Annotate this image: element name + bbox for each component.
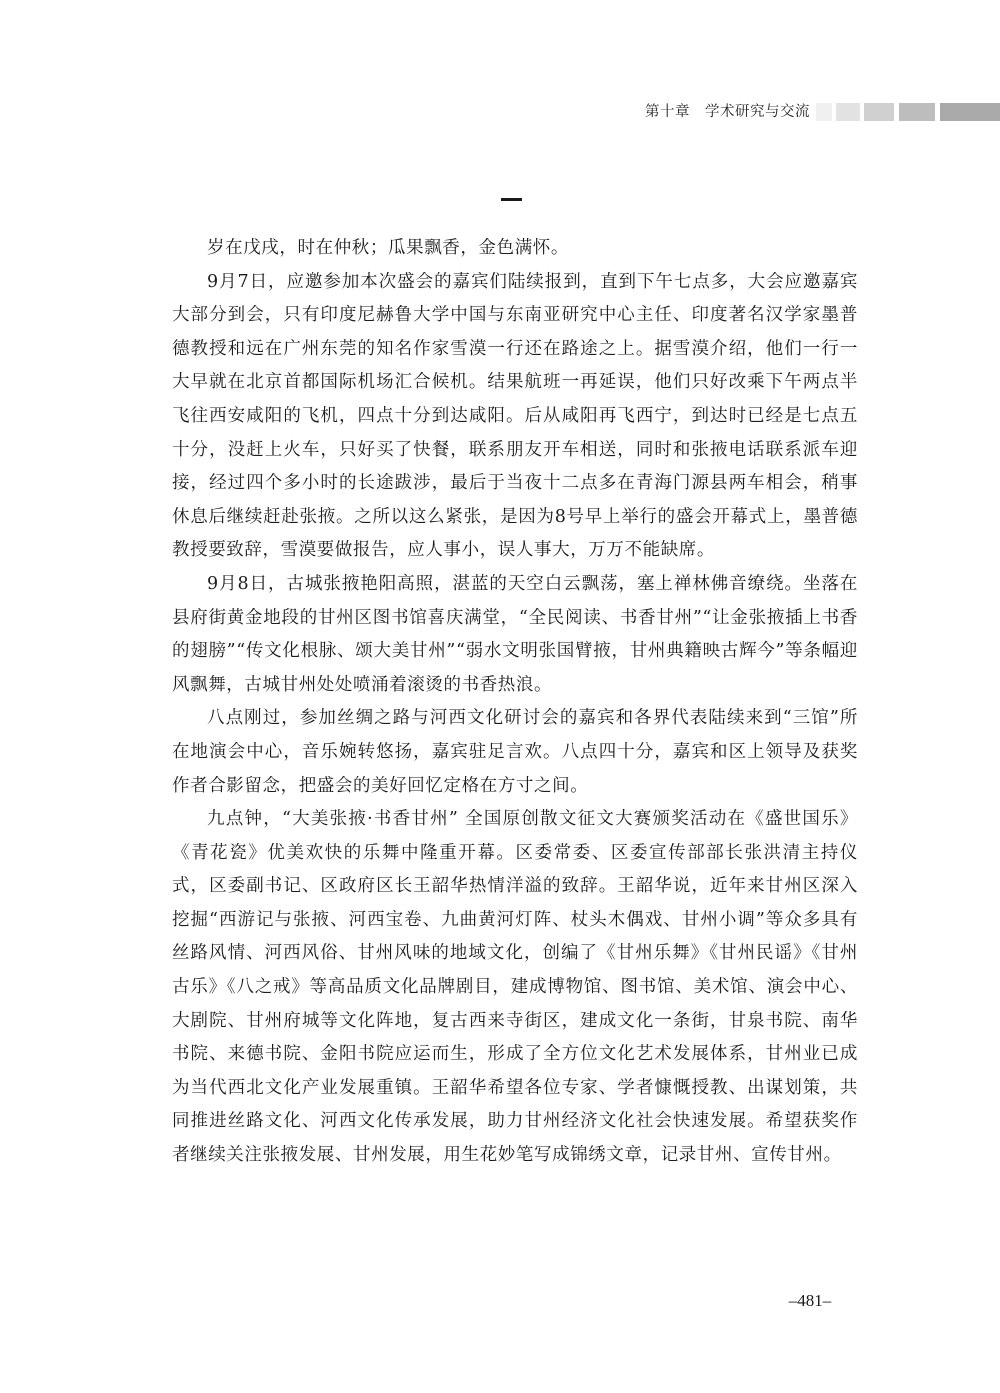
running-head bbox=[0, 101, 1000, 123]
paragraph-4: 八点刚过，参加丝绸之路与河西文化研讨会的嘉宾和各界代表陆续来到“三馆”所在地演会中心，音乐婉转悠扬，嘉宾驻足言欢。八点四十分，嘉宾和区上领导及获奖作者合影留念，把盛会的美好回忆定格在方寸之间。 bbox=[172, 708, 858, 796]
paragraph-1: 岁在戊戌，时在仲秋；瓜果飘香，金色满怀。 bbox=[207, 238, 569, 258]
paragraph-5: 九点钟，“大美张掖·书香甘州” 全国原创散文征文大赛颁奖活动在《盛世国乐》《青花瓷》优美欢快的乐舞中隆重开幕。区委常委、区委宣传部部长张洪清主持仪式，区委副书记、区政府区长王韶华热情洋溢的致辞。王韶华说，近年来甘州区深入挖掘“西游记与张掖、河西宝卷、九曲黄河灯阵、杖头木偶戏、甘州小调”等众多具有丝路风情、河西风俗、甘州风味的地域文化，创编了《甘州乐舞》《甘州民谣》《甘州古乐》《八之戒》等高品质文化品牌剧目，建成博物馆、图书馆、美术馆、演会中心、大剧院、甘州府城等文化阵地，复古西来寺街区，建成文化一条街，甘泉书院、南华书院、来德书院、金阳书院应运而生，形成了全方位文化艺术发展体系，甘州业已成为当代西北文化产业发展重镇。王韶华希望各位专家、学者慷慨授教、出谋划策，共同推进丝路文化、河西文化传承发展，助力甘州经济文化社会快速发展。希望获奖作者继续关注张掖发展、甘州发展，用生花妙笔写成锦绣文章，记录甘州、宣传甘州。 bbox=[172, 809, 858, 1166]
header-bar-5 bbox=[940, 103, 1000, 121]
chapter-title: 第十章 学术研究与交流 bbox=[645, 104, 810, 120]
header-bar-1 bbox=[816, 103, 832, 121]
paragraph-2: 9月7日，应邀参加本次盛会的嘉宾们陆续报到，直到下午七点多，大会应邀嘉宾大部分到会，只有印度尼赫鲁大学中国与东南亚研究中心主任、印度著名汉学家墨普德教授和远在广州东莞的知名作家雪漠一行还在路途之上。据雪漠介绍，他们一行一大早就在北京首都国际机场汇合候机。结果航班一再延误，他们只好改乘下午两点半飞往西安咸阳的飞机，四点十分到达咸阳。后从咸阳再飞西宁，到达时已经是七点五十分，没赶上火车，只好买了快餐，联系朋友开车相送，同时和张掖电话联系派车迎接，经过四个多小时的长途跋涉，最后于当夜十二点多在青海门源县两车相会，稍事休息后继续赶赴张掖。之所以这么紧张，是因为8号早上举行的盛会开幕式上，墨普德教授要致辞，雪漠要做报告，应人事小，误人事大，万万不能缺席。 bbox=[172, 271, 858, 561]
header-bar-2 bbox=[836, 103, 860, 121]
page-number: –481– bbox=[788, 1291, 832, 1310]
header-bar-3 bbox=[864, 103, 894, 121]
body-text bbox=[172, 232, 858, 1173]
section-numeral-one bbox=[501, 198, 522, 201]
header-bar-4 bbox=[899, 103, 935, 121]
paragraph-3: 9月8日，古城张掖艳阳高照，湛蓝的天空白云飘荡，塞上禅林佛音缭绕。坐落在县府街黄金地段的甘州区图书馆喜庆满堂，“全民阅读、书香甘州”“让金张掖插上书香的翅膀”“传文化根脉、颂大美甘州”“弱水文明张国臂掖，甘州典籍映古辉今”等条幅迎风飘舞，古城甘州处处喷涌着滚烫的书香热浪。 bbox=[172, 573, 858, 695]
